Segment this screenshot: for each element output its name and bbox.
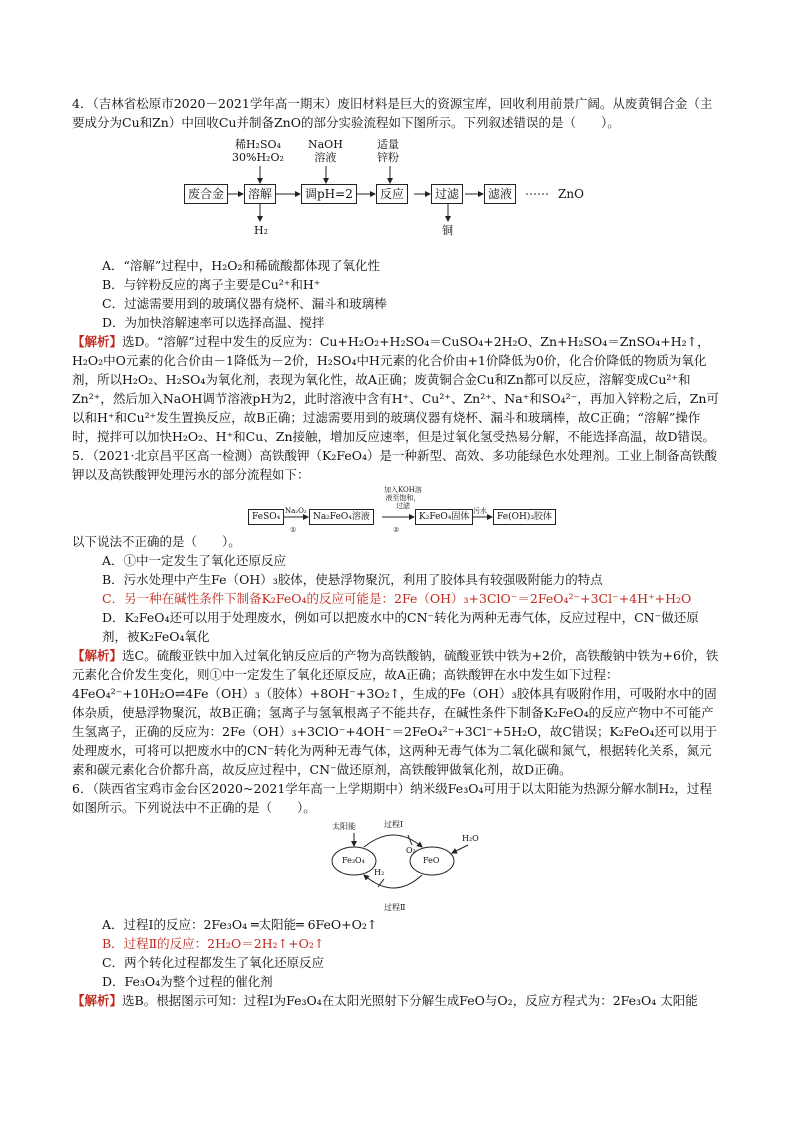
cycle-h2o: H₂O: [462, 834, 479, 843]
q5-analysis-text: 选C。硫酸亚铁中加入过氧化钠反应后的产物为高铁酸钠，硫酸亚铁中铁为+2价，高铁酸钠中铁为+6价，铁元素化合价发生变化，则①中一定发生了氧化还原反应，故A正确；高铁酸钾在水中发生如下过程：4FeO₄²⁻+10H₂O⇌4Fe（OH）₃（胶体）+8OH⁻+3O₂↑，生成的Fe（OH）₃胶体具有吸附作用，可吸附水中的固体杂质，使悬浮物聚沉，故B正确；氢离子与氢氧根离子不能共存，在碱性条件下制备K₂FeO₄的反应产物中不可能产生氢离子，正确的反应为：2Fe（OH）₃+3ClO⁻+4OH⁻＝2FeO₄²⁻+3Cl⁻+5H₂O，故C错误；K₂FeO₄还可以用于处理废水，可将可以把废水中的CN⁻转化为两种无毒气体，这两种无毒气体为二氧化碳和氮气，根据转化关系，氮元素和碳元素化合价都升高，故反应过程中，CN⁻做还原剂，高铁酸钾做氧化剂，故D正确。: [72, 648, 719, 777]
q4-option-c: C．过滤需要用到的玻璃仪器有烧杯、漏斗和玻璃棒: [102, 296, 387, 311]
q5-option-b: B．污水处理中产生Fe（OH）₃胶体，使悬浮物聚沉，利用了胶体具有较强吸附能力的特点: [102, 572, 603, 587]
flow5-label-koh: 加入KOH溶 液至饱和， 过滤: [384, 486, 422, 510]
q4-option-d: D．为加快溶解速率可以选择高温、搅拌: [102, 315, 325, 330]
document-page: [72, 94, 722, 1010]
cycle-feo: FeO: [423, 856, 440, 865]
q4-option-a: A．“溶解”过程中，H₂O₂和稀硫酸都体现了氧化性: [102, 258, 380, 273]
flow-box-dissolve: 溶解: [244, 184, 276, 204]
cycle-diagram-q6: [72, 817, 722, 915]
flow-box-filtrate: 滤液: [484, 184, 516, 204]
flow5-box-na2feo4: Na₂FeO₄溶液: [309, 509, 374, 525]
flow-reagent-acid: 稀H₂SO₄ 30%H₂O₂: [232, 138, 284, 164]
analysis-tag: 【解析】: [72, 334, 123, 349]
flow-box-waste-alloy: 废合金: [184, 184, 228, 204]
cycle-fe3o4: Fe₃O₄: [342, 856, 365, 865]
q6-analysis-text: 选B。根据图示可知：过程Ⅰ为Fe₃O₄在太阳光照射下分解生成FeO与O₂，反应方程式为：2Fe₃O₄ 太阳能: [122, 993, 698, 1008]
flow-diagram-q5: [72, 486, 722, 532]
flow-diagram-q4: [72, 136, 722, 254]
q4-option-b: B．与锌粉反应的离子主要是Cu²⁺和H⁺: [102, 277, 321, 292]
analysis-tag: 【解析】: [72, 648, 123, 663]
q6-option-b: B．过程Ⅱ的反应：2H₂O＝2H₂↑+O₂↑: [102, 936, 325, 951]
flow5-label-na2o2: Na₂O₂: [285, 507, 307, 515]
flow5-step-1: ①: [290, 526, 297, 534]
flow-box-react: 反应: [376, 184, 408, 204]
q4-analysis-text: 选D。“溶解”过程中发生的反应为：Cu+H₂O₂+H₂SO₄＝CuSO₄+2H₂O、Zn+H₂SO₄＝ZnSO₄+H₂↑，H₂O₂中O元素的化合价由－1降低为－2价，H₂SO₄中H元素的化合价由+1价降低为0价，化合价降低的物质为氧化剂，所以H₂O₂、H₂SO₄为氧化剂，表现为氧化性，故A正确；废黄铜合金Cu和Zn都可以反应，溶解变成Cu²⁺和Zn²⁺，然后加入NaOH调节溶液pH为2，此时溶液中含有H⁺、Cu²⁺、Zn²⁺、Na⁺和SO₄²⁻，再加入锌粉之后，Zn可以和H⁺和Cu²⁺发生置换反应，故B正确；过滤需要用到的玻璃仪器有烧杯、漏斗和玻璃棒，故C正确；“溶解”操作时，搅拌可以加快H₂O₂、H⁺和Cu、Zn接触，增加反应速率，但是过氧化氢受热易分解，不能选择高温，故D错误。: [72, 334, 719, 444]
cycle-sun-label: 太阳能: [332, 822, 356, 831]
flow-product-zno: ZnO: [558, 187, 584, 201]
flow-output-copper: 铜: [442, 224, 453, 237]
flow5-box-k2feo4: K₂FeO₄固体: [415, 509, 473, 525]
cycle-process-2: 过程Ⅱ: [384, 903, 406, 912]
q5-option-c: C．另一种在碱性条件下制备K₂FeO₄的反应可能是：2Fe（OH）₃+3ClO⁻＝2FeO₄²⁻+3Cl⁻+4H⁺+H₂O: [102, 591, 692, 606]
flow-output-h2: H₂: [254, 224, 269, 237]
flow5-step-2: ②: [393, 526, 400, 534]
question-6-stem: 6．（陕西省宝鸡市金台区2020~2021学年高一上学期期中）纳米级Fe₃O₄可用于以太阳能为热源分解水制H₂，过程如图所示。下列说法中不正确的是（ ）。: [72, 781, 712, 815]
q4-analysis: [72, 332, 722, 446]
cycle-arrows-q6: [72, 817, 492, 915]
q6-option-d: D．Fe₃O₄为整个过程的催化剂: [102, 974, 273, 989]
cycle-process-1: 过程Ⅰ: [384, 820, 404, 829]
flow-reagent-zinc: 适量 锌粉: [377, 138, 399, 164]
q5-option-a: A．①中一定发生了氧化还原反应: [102, 553, 287, 568]
flow-box-adjust-ph: 调pH=2: [301, 184, 357, 204]
analysis-tag: 【解析】: [72, 993, 123, 1008]
cycle-o2: O₂: [406, 846, 416, 855]
flow-box-filter: 过滤: [431, 184, 463, 204]
flow5-box-feoh3: Fe(OH)₃胶体: [493, 509, 556, 525]
q6-analysis: [72, 991, 722, 1010]
flow5-box-feso4: FeSO₄: [248, 509, 284, 525]
q6-option-a: A．过程Ⅰ的反应：2Fe₃O₄ ═太阳能═ 6FeO+O₂↑: [102, 917, 378, 932]
question-4-stem: 4．（吉林省松原市2020－2021学年高一期末）废旧材料是巨大的资源宝库，回收利用前景广阔。从废黄铜合金（主要成分为Cu和Zn）中回收Cu并制备ZnO的部分实验流程如下图所示。下列叙述错误的是（ ）。: [72, 96, 713, 130]
q5-option-d: D．K₂FeO₄还可以用于处理废水，例如可以把废水中的CN⁻转化为两种无毒气体，反应过程中，CN⁻做还原剂，被K₂FeO₄氧化: [102, 610, 699, 644]
question-5-stem: 5．（2021·北京昌平区高一检测）高铁酸钾（K₂FeO₄）是一种新型、高效、多功能绿色水处理剂。工业上制备高铁酸钾以及高铁酸钾处理污水的部分流程如下：: [72, 448, 717, 482]
cycle-h2: H₂: [374, 868, 385, 877]
flow5-label-sewage: 污水: [473, 507, 487, 515]
q5-analysis: [72, 646, 722, 779]
flow-reagent-naoh: NaOH 溶液: [308, 138, 343, 164]
q6-option-c: C．两个转化过程都发生了氧化还原反应: [102, 955, 325, 970]
q5-prompt: 以下说法不正确的是（ ）。: [72, 534, 241, 549]
